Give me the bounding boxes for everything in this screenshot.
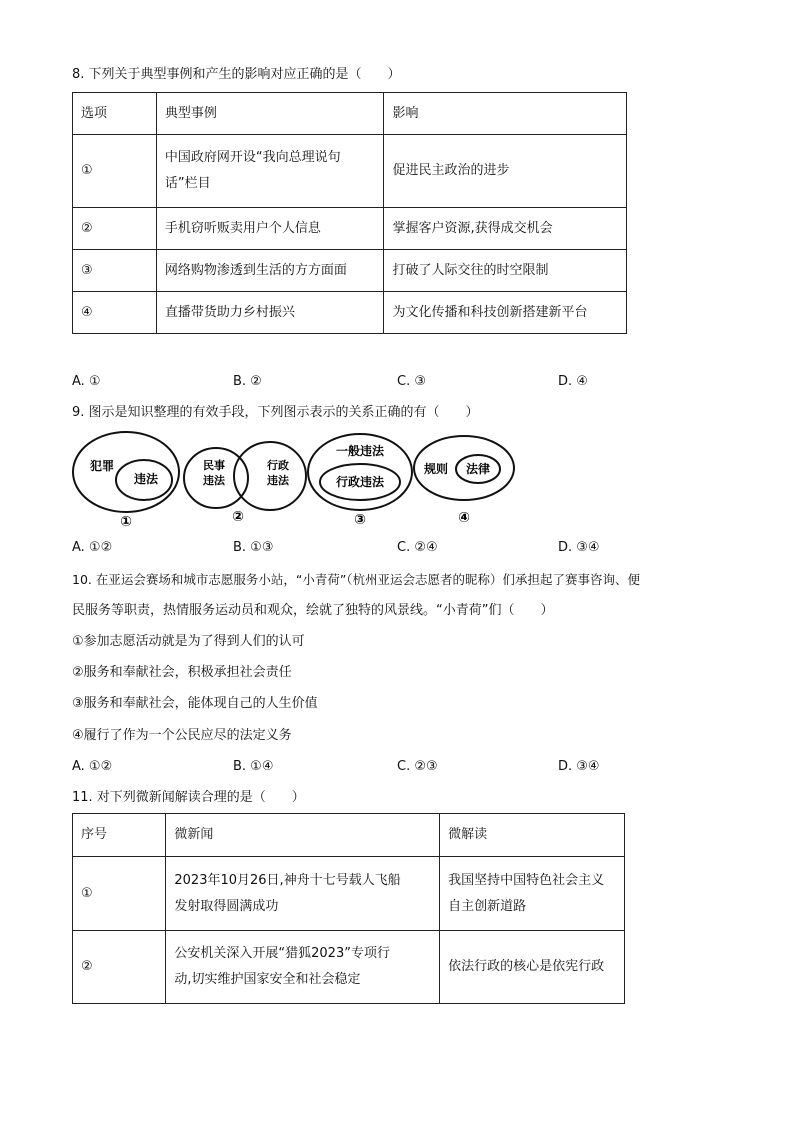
- q9-diagram-1: [73, 432, 179, 530]
- q8-header-option: 选项: [73, 93, 157, 135]
- q9-d2-right1: 行政: [267, 459, 289, 472]
- q9-d3-num: ③: [354, 512, 366, 528]
- q8-header-row: [73, 93, 627, 135]
- q9-option-c[interactable]: C. ②④: [397, 540, 438, 555]
- q9-diagram-4: [414, 436, 514, 526]
- q9-d4-outer: 规则: [423, 462, 449, 476]
- q8-row4-num: ④: [73, 292, 157, 334]
- q10-option-d[interactable]: D. ③④: [558, 759, 600, 774]
- q9-d1-outer: 犯罪: [89, 459, 115, 473]
- q10-stem-line2: 民服务等职责，热情服务运动员和观众，绘就了独特的风景线。“小青荷”们（ ）: [72, 603, 554, 618]
- q11-header-reading: 微解读: [440, 814, 625, 857]
- q8-row2-effect: 掌握客户资源,获得成交机会: [384, 208, 627, 250]
- q9-d2-left2: 违法: [203, 474, 225, 487]
- table-row: [73, 292, 627, 334]
- table-row: [73, 208, 627, 250]
- q9-option-b[interactable]: B. ①③: [233, 540, 274, 555]
- q8-row1-case-line2: 话”栏目: [164, 176, 211, 191]
- q11-header-news: 微新闻: [166, 814, 440, 857]
- q10-option-c[interactable]: C. ②③: [397, 759, 438, 774]
- q9-d2-left1: 民事: [203, 459, 225, 472]
- q8-row3-num: ③: [73, 250, 157, 292]
- table-row: [73, 931, 625, 1004]
- q9-d4-inner: 法律: [465, 462, 491, 476]
- q8-row4-case: 直播带货助力乡村振兴: [156, 292, 384, 334]
- table-row: [73, 250, 627, 292]
- q9-d2-right2: 违法: [267, 474, 289, 487]
- q9-diagram-2: [184, 442, 306, 525]
- q8-row2-case: 手机窃听贩卖用户个人信息: [156, 208, 384, 250]
- q9-d3-outer: 一般违法: [335, 444, 385, 458]
- q10-stem-line1: 10. 在亚运会赛场和城市志愿服务小站，“小青荷”（杭州亚运会志愿者的昵称）们承担起了赛事咨询、便: [72, 572, 641, 587]
- q11-row1-news-line1: 2023年10月26日,神舟十七号载人飞船: [174, 872, 401, 888]
- q11-row1-reading-line1: 我国坚持中国特色社会主义: [448, 872, 605, 888]
- q8-row3-case: 网络购物渗透到生活的方方面面: [156, 250, 384, 292]
- q11-stem: 11. 对下列微新闻解读合理的是（ ）: [72, 790, 305, 805]
- q11-header-row: [73, 814, 625, 857]
- q8-table: [72, 92, 627, 334]
- q9-options: [72, 539, 632, 557]
- q11-row2-reading: 依法行政的核心是依宪行政: [440, 931, 625, 1004]
- q10-statement-2: ②服务和奉献社会，积极承担社会责任: [72, 665, 292, 680]
- q8-option-d[interactable]: D. ④: [558, 374, 588, 389]
- q9-diagram-3: [308, 434, 412, 528]
- q9-d2-num: ②: [232, 509, 244, 525]
- q11-row1-news-line2: 发射取得圆满成功: [174, 898, 279, 914]
- q11-row2-news-line2: 动,切实维护国家安全和社会稳定: [174, 972, 361, 987]
- q8-row2-num: ②: [73, 208, 157, 250]
- q11-row1-news: [166, 857, 440, 931]
- q9-diagrams: [70, 428, 530, 532]
- q11-header-num: 序号: [73, 814, 166, 857]
- q8-header-case: 典型事例: [156, 93, 384, 135]
- q11-table: [72, 813, 625, 1004]
- q8-header-effect: 影响: [384, 93, 627, 135]
- q8-option-b[interactable]: B. ②: [233, 374, 262, 389]
- q8-stem: 8. 下列关于典型事例和产生的影响对应正确的是（ ）: [72, 67, 401, 82]
- q9-d1-inner: 违法: [133, 472, 159, 486]
- q9-stem: 9. 图示是知识整理的有效手段，下列图示表示的关系正确的有（ ）: [72, 405, 479, 420]
- q10-option-a[interactable]: A. ①②: [72, 759, 113, 774]
- q9-d3-inner: 行政违法: [335, 475, 385, 489]
- q8-options: [72, 373, 632, 391]
- q8-row1-case-line1: 中国政府网开设“我向总理说句: [164, 150, 341, 165]
- q8-row3-effect: 打破了人际交往的时空限制: [384, 250, 627, 292]
- q8-row1-effect: 促进民主政治的进步: [384, 135, 627, 208]
- q11-row2-news: [166, 931, 440, 1004]
- q9-d4-num: ④: [458, 510, 470, 526]
- q8-row1-num: ①: [73, 135, 157, 208]
- q11-row2-news-line1: 公安机关深入开展“猎狐2023”专项行: [174, 946, 390, 961]
- q8-option-a[interactable]: A. ①: [72, 374, 101, 389]
- q11-row2-num: ②: [73, 931, 166, 1004]
- q8-row4-effect: 为文化传播和科技创新搭建新平台: [384, 292, 627, 334]
- q8-option-c[interactable]: C. ③: [397, 374, 426, 389]
- q8-row1-case: [156, 135, 384, 208]
- q11-row1-num: ①: [73, 857, 166, 931]
- q9-d1-num: ①: [120, 514, 132, 530]
- q11-row1-reading: [440, 857, 625, 931]
- q10-option-b[interactable]: B. ①④: [233, 759, 274, 774]
- q9-option-a[interactable]: A. ①②: [72, 540, 113, 555]
- q9-option-d[interactable]: D. ③④: [558, 540, 600, 555]
- q10-statement-1: ①参加志愿活动就是为了得到人们的认可: [72, 634, 305, 649]
- q10-statement-3: ③服务和奉献社会，能体现自己的人生价值: [72, 696, 318, 711]
- q11-row1-reading-line2: 自主创新道路: [448, 898, 527, 914]
- q10-statement-4: ④履行了作为一个公民应尽的法定义务: [72, 728, 292, 743]
- q10-options: [72, 758, 632, 776]
- table-row: [73, 135, 627, 208]
- table-row: [73, 857, 625, 931]
